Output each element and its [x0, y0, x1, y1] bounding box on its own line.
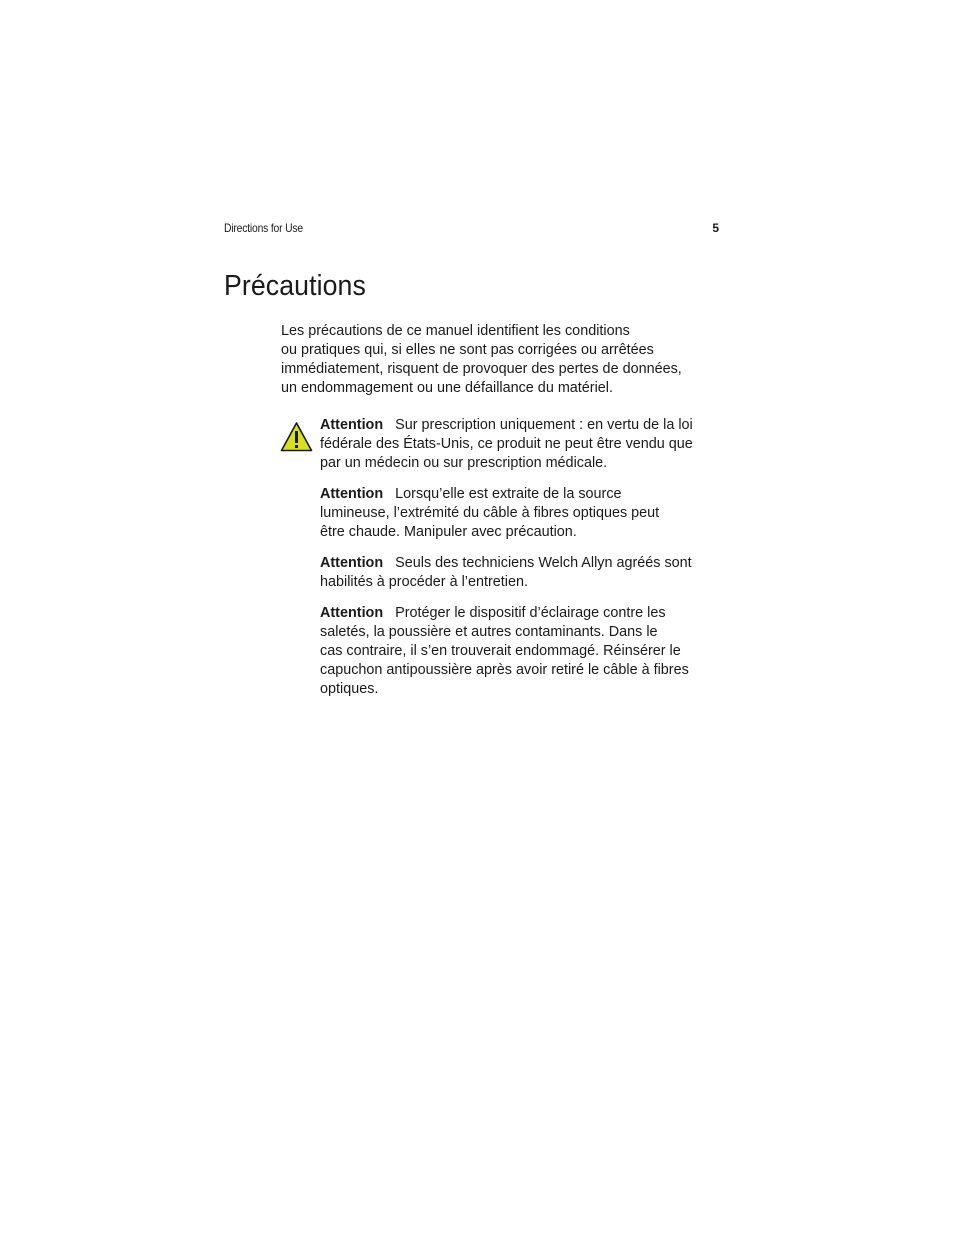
exclamation-bar	[295, 431, 298, 443]
intro-line: Les précautions de ce manuel identifient les conditions	[281, 323, 630, 339]
caution-line: par un médecin ou sur prescription médicale.	[320, 455, 608, 471]
caution-label: Attention	[320, 417, 384, 433]
document-title: Directions for Use	[224, 221, 303, 235]
caution-text: Lorsqu’elle est extraite de la source	[395, 486, 622, 502]
caution-label: Attention	[320, 605, 384, 621]
intro-line: immédiatement, risquent de provoquer des pertes de données,	[281, 361, 682, 377]
caution-label: Attention	[320, 555, 384, 571]
page-number: 5	[712, 221, 719, 235]
intro-line: un endommagement ou une défaillance du matériel.	[281, 380, 613, 396]
caution-contaminants	[320, 604, 722, 699]
caution-first-line	[320, 554, 722, 573]
caution-line: être chaude. Manipuler avec précaution.	[320, 524, 577, 540]
caution-line: cas contraire, il s’en trouverait endommagé. Réinsérer le	[320, 643, 681, 659]
caution-hot-cable	[320, 485, 722, 542]
caution-first-line	[320, 416, 722, 435]
caution-first-line	[320, 485, 722, 504]
exclamation-dot	[295, 445, 298, 448]
running-header	[224, 221, 719, 239]
caution-service	[320, 554, 722, 592]
intro-paragraph	[281, 322, 721, 398]
caution-label: Attention	[320, 486, 384, 502]
caution-text: Seuls des techniciens Welch Allyn agréés sont	[395, 555, 692, 571]
caution-prescription	[320, 416, 722, 473]
caution-line: capuchon antipoussière après avoir retiré le câble à fibres	[320, 662, 689, 678]
intro-line: ou pratiques qui, si elles ne sont pas corrigées ou arrêtées	[281, 342, 654, 358]
caution-line: habilités à procéder à l’entretien.	[320, 574, 528, 590]
caution-line: saletés, la poussière et autres contaminants. Dans le	[320, 624, 658, 640]
section-title: Précautions	[224, 270, 366, 302]
caution-first-line	[320, 604, 722, 623]
caution-line: fédérale des États-Unis, ce produit ne peut être vendu que	[320, 436, 693, 452]
caution-text: Sur prescription uniquement : en vertu de la loi	[395, 417, 693, 433]
caution-line: lumineuse, l’extrémité du câble à fibres optiques peut	[320, 505, 660, 521]
caution-line: optiques.	[320, 681, 379, 697]
warning-triangle-icon	[280, 421, 313, 452]
caution-text: Protéger le dispositif d’éclairage contre les	[395, 605, 666, 621]
